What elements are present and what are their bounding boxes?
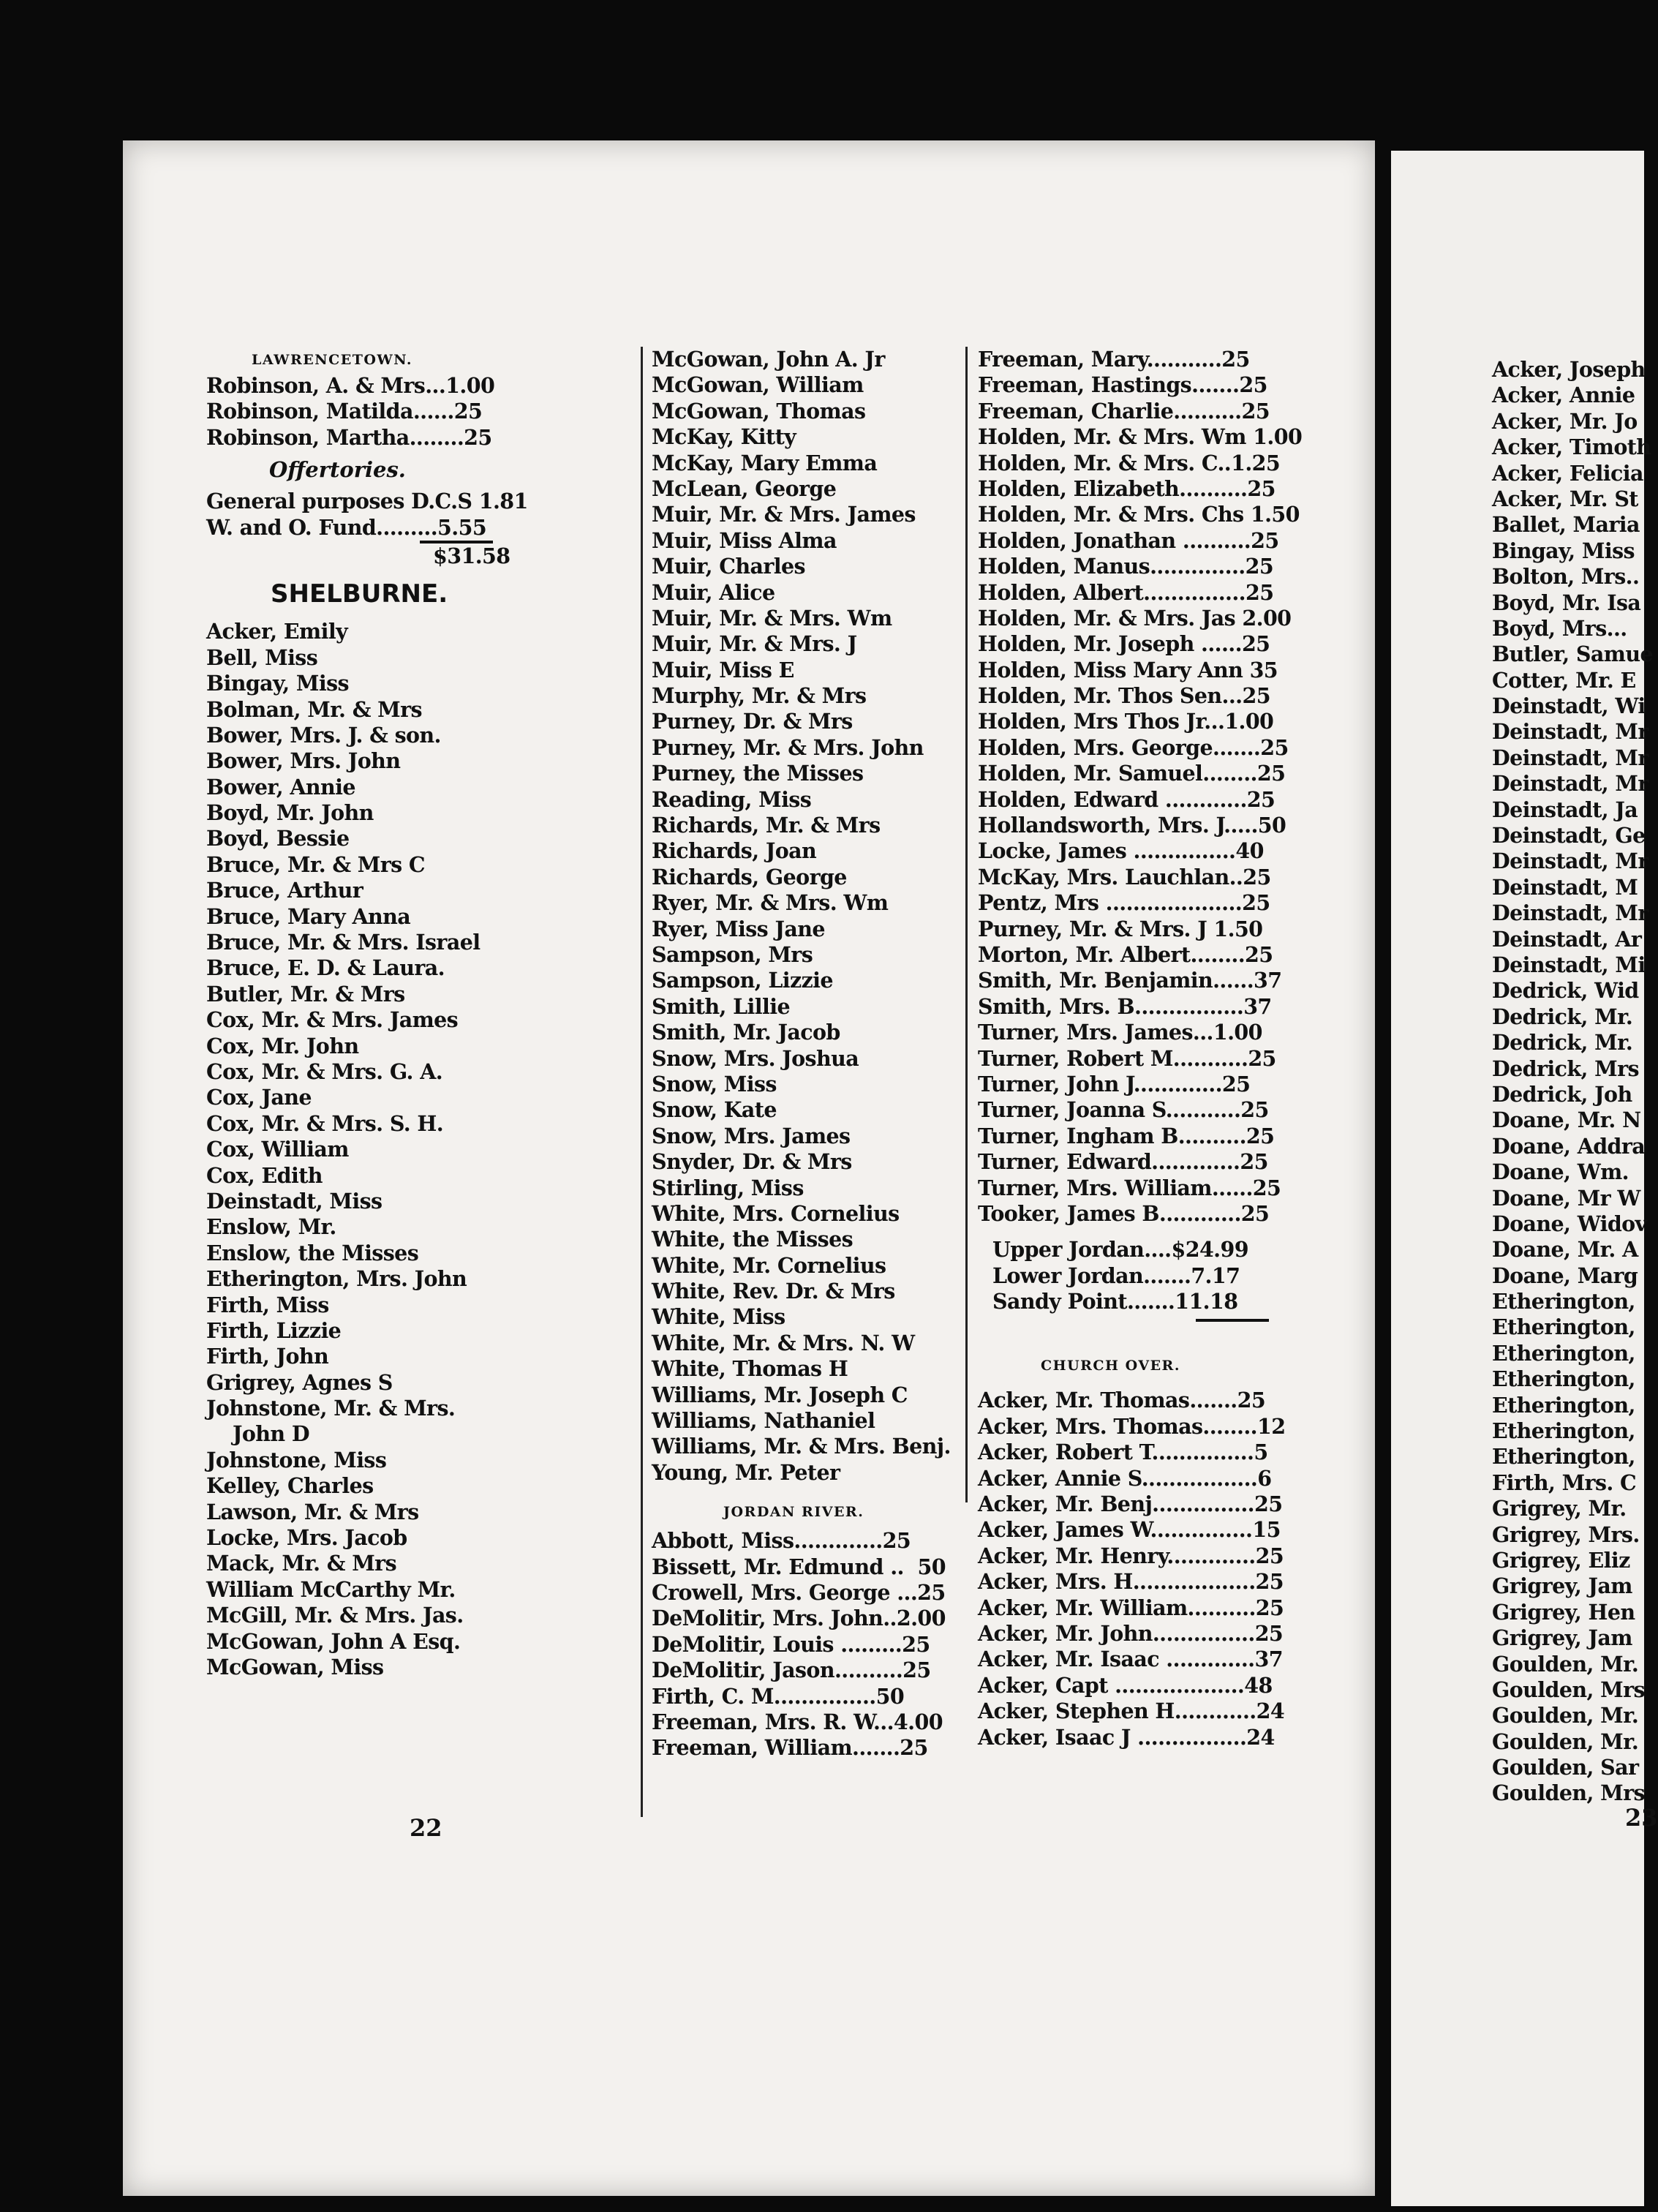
- list-item: White, Mr. & Mrs. N. W: [652, 1330, 915, 1355]
- list-item: W. and O. Fund.........5.55: [206, 514, 487, 540]
- list-item: Muir, Alice: [652, 579, 775, 605]
- list-item: Acker, Mr. Isaac .............37: [978, 1647, 1283, 1672]
- list-item: Goulden, Mr.: [1492, 1728, 1639, 1754]
- list-item: William McCarthy Mr.: [206, 1576, 456, 1602]
- list-item: Turner, Mrs. William......25: [978, 1175, 1281, 1200]
- list-item: Reading, Miss: [652, 786, 812, 812]
- subtotal-rule: [1196, 1319, 1269, 1322]
- list-item: Bower, Mrs. J. & son.: [206, 722, 441, 748]
- list-item: Stirling, Miss: [652, 1175, 804, 1200]
- list-item: McGowan, John A Esq.: [206, 1628, 461, 1654]
- list-item: Dedrick, Wid: [1492, 978, 1639, 1004]
- list-item: Acker, Stephen H............24: [978, 1698, 1285, 1724]
- list-item: Freeman, Hastings.......25: [978, 372, 1267, 398]
- list-item: Boyd, Mr. Isa: [1492, 590, 1641, 615]
- list-item: Dedrick, Mrs: [1492, 1056, 1639, 1081]
- list-item: Grigrey, Agnes S: [206, 1369, 393, 1395]
- list-item: Williams, Nathaniel: [652, 1408, 875, 1434]
- list-item: Etherington,: [1492, 1366, 1635, 1392]
- list-item: Holden, Jonathan ..........25: [978, 527, 1279, 553]
- list-item: Snyder, Dr. & Mrs: [652, 1149, 852, 1175]
- list-item: Ryer, Miss Jane: [652, 916, 825, 941]
- list-item: Doane, Marg: [1492, 1263, 1638, 1288]
- list-item: Deinstadt, M: [1492, 874, 1638, 900]
- list-item: Purney, the Misses: [652, 761, 864, 786]
- list-item: McLean, George: [652, 475, 837, 501]
- total-amount: $31.58: [433, 543, 510, 568]
- right-page-column: [1492, 357, 1653, 1807]
- list-item: General purposes D.C.S 1.81: [206, 489, 528, 514]
- list-item: Cox, Mr. & Mrs. S. H.: [206, 1110, 444, 1136]
- list-item: Acker, Joseph: [1492, 357, 1646, 382]
- list-item: Turner, Mrs. James...1.00: [978, 1020, 1262, 1045]
- list-item: Deinstadt, Ge: [1492, 823, 1646, 849]
- list-item: Acker, Mrs. H..................25: [978, 1569, 1284, 1595]
- list-item: Etherington,: [1492, 1289, 1635, 1314]
- list-item: Hollandsworth, Mrs. J.....50: [978, 813, 1286, 838]
- list-item: Etherington,: [1492, 1340, 1635, 1366]
- list-item: Cox, Mr. & Mrs. James: [206, 1007, 459, 1033]
- list-item: Smith, Lillie: [652, 993, 790, 1019]
- list-item: Holden, Elizabeth..........25: [978, 475, 1275, 501]
- list-item: Bingay, Miss: [206, 671, 349, 696]
- list-item: Bolton, Mrs..: [1492, 564, 1640, 590]
- list-item: Bissett, Mr. Edmund .. 50: [652, 1554, 946, 1579]
- list-item: Firth, John: [206, 1344, 329, 1369]
- list-item: Bell, Miss: [206, 644, 318, 670]
- list-item: Acker, Mrs. Thomas........12: [978, 1413, 1286, 1439]
- list-item: Crowell, Mrs. George ...25: [652, 1579, 946, 1605]
- list-item: Mack, Mr. & Mrs: [206, 1551, 397, 1576]
- list-item: Holden, Mr. & Mrs. Chs 1.50: [978, 502, 1300, 527]
- list-item: Holden, Mrs. George.......25: [978, 734, 1289, 760]
- list-item: Tooker, James B............25: [978, 1200, 1270, 1226]
- list-item: Etherington, Mrs. John: [206, 1266, 467, 1292]
- list-item: Dedrick, Mr.: [1492, 1030, 1633, 1056]
- list-item: Kelley, Charles: [206, 1473, 374, 1499]
- list-item: White, Mr. Cornelius: [652, 1252, 886, 1278]
- list-item: White, Rev. Dr. & Mrs: [652, 1279, 895, 1304]
- list-item: Bower, Mrs. John: [206, 748, 401, 774]
- list-item: Sampson, Lizzie: [652, 968, 833, 993]
- list-item: Acker, James W...............15: [978, 1517, 1281, 1543]
- list-item: Morton, Mr. Albert........25: [978, 941, 1273, 967]
- lawrencetown-list: [206, 373, 641, 451]
- list-item: Grigrey, Mr.: [1492, 1496, 1627, 1521]
- list-item: Snow, Kate: [652, 1097, 777, 1123]
- list-item: Locke, Mrs. Jacob: [206, 1525, 407, 1551]
- list-item: McKay, Mrs. Lauchlan..25: [978, 864, 1271, 889]
- list-item: Sampson, Mrs: [652, 941, 813, 967]
- list-item: Purney, Mr. & Mrs. John: [652, 734, 924, 760]
- list-item: Bruce, E. D. & Laura.: [206, 955, 445, 981]
- list-item: Deinstadt, Mr: [1492, 900, 1648, 926]
- list-item: Cotter, Mr. E: [1492, 667, 1636, 693]
- list-item: Freeman, Mrs. R. W...4.00: [652, 1709, 943, 1734]
- list-item: Doane, Mr. A: [1492, 1237, 1638, 1263]
- list-item: Etherington,: [1492, 1314, 1635, 1340]
- list-item: White, Mrs. Cornelius: [652, 1200, 900, 1226]
- offertories-list: [206, 489, 641, 541]
- list-item: Holden, Manus..............25: [978, 554, 1274, 579]
- list-item: DeMolitir, Mrs. John..2.00: [652, 1606, 946, 1631]
- list-item: Holden, Mrs Thos Jr...1.00: [978, 709, 1274, 734]
- list-item: Boyd, Bessie: [206, 826, 350, 851]
- list-item: Snow, Mrs. Joshua: [652, 1045, 859, 1071]
- list-item: Muir, Charles: [652, 554, 805, 579]
- list-item: Locke, James ...............40: [978, 838, 1264, 864]
- list-item: Muir, Mr. & Mrs. Wm: [652, 605, 892, 631]
- list-item: Smith, Mrs. B................37: [978, 993, 1272, 1019]
- list-item: Doane, Wm.: [1492, 1159, 1629, 1185]
- list-item: Holden, Edward ............25: [978, 786, 1275, 812]
- list-item: Freeman, Mary...........25: [978, 347, 1250, 372]
- list-item: Bruce, Mr. & Mrs C: [206, 851, 426, 877]
- list-item: Grigrey, Hen: [1492, 1599, 1635, 1625]
- list-item: Holden, Mr. & Mrs. Jas 2.00: [978, 605, 1292, 631]
- list-item: Deinstadt, Ja: [1492, 797, 1638, 822]
- list-item: Acker, Timoth: [1492, 434, 1651, 460]
- list-item: Grigrey, Jam: [1492, 1573, 1632, 1599]
- list-item: Acker, Mr. Benj...............25: [978, 1491, 1283, 1517]
- list-item: Johnstone, Mr. & Mrs.: [206, 1396, 456, 1421]
- shelburne-list-continued: [206, 1448, 641, 1681]
- page-number-right: 23: [1625, 1804, 1658, 1832]
- list-item: Richards, Joan: [652, 838, 817, 864]
- list-item: Holden, Miss Mary Ann 35: [978, 657, 1278, 682]
- list-item: Robinson, Martha........25: [206, 424, 492, 450]
- list-item: Cox, Mr. & Mrs. G. A.: [206, 1058, 443, 1084]
- list-item: Richards, Mr. & Mrs: [652, 813, 881, 838]
- list-item: Deinstadt, Miss: [206, 1188, 383, 1214]
- list-item: Etherington,: [1492, 1444, 1635, 1470]
- list-item: McGill, Mr. & Mrs. Jas.: [206, 1603, 464, 1628]
- list-item: Acker, Robert T...............5: [978, 1440, 1268, 1465]
- list-item: DeMolitir, Jason..........25: [652, 1658, 931, 1683]
- list-item: Acker, Mr. William..........25: [978, 1595, 1284, 1620]
- list-item: Purney, Mr. & Mrs. J 1.50: [978, 916, 1263, 941]
- list-item: Ryer, Mr. & Mrs. Wm: [652, 890, 889, 916]
- list-item: Lawson, Mr. & Mrs: [206, 1499, 419, 1524]
- list-item: Turner, John J.............25: [978, 1071, 1251, 1096]
- list-item: Acker, Mr. Jo: [1492, 408, 1638, 434]
- list-item: Goulden, Mr.: [1492, 1703, 1639, 1728]
- shelburne-heading: SHELBURNE.: [271, 579, 448, 609]
- jordan-river-heading: JORDAN RIVER.: [723, 1504, 864, 1521]
- list-item: John D: [233, 1421, 309, 1447]
- list-item: Bruce, Mr. & Mrs. Israel: [206, 930, 481, 955]
- list-item: Young, Mr. Peter: [652, 1459, 840, 1485]
- list-item: Enslow, the Misses: [206, 1240, 419, 1265]
- list-item: Dedrick, Mr.: [1492, 1004, 1633, 1029]
- list-item: Snow, Miss: [652, 1071, 777, 1096]
- list-item: Firth, C. M...............50: [652, 1683, 905, 1709]
- list-item: Snow, Mrs. James: [652, 1123, 851, 1148]
- list-item: Turner, Joanna S...........25: [978, 1097, 1269, 1123]
- church-over-heading: CHURCH OVER.: [1041, 1358, 1180, 1374]
- list-item: Goulden, Mrs: [1492, 1677, 1645, 1702]
- list-item: Goulden, Mr.: [1492, 1651, 1639, 1677]
- list-item: Turner, Robert M...........25: [978, 1045, 1276, 1071]
- list-item: Williams, Mr. Joseph C: [652, 1382, 908, 1407]
- list-item: Cox, Jane: [206, 1085, 312, 1110]
- list-item: Bingay, Miss: [1492, 538, 1635, 563]
- list-item: Purney, Dr. & Mrs: [652, 709, 853, 734]
- list-item: Holden, Mr. & Mrs. C..1.25: [978, 450, 1281, 475]
- list-item: McGowan, Miss: [206, 1654, 384, 1679]
- list-item: Etherington,: [1492, 1418, 1635, 1444]
- list-item: Boyd, Mr. John: [206, 800, 374, 826]
- list-item: Bruce, Mary Anna: [206, 903, 411, 929]
- list-item: Bruce, Arthur: [206, 878, 363, 903]
- list-item: Richards, George: [652, 864, 847, 889]
- list-item: Firth, Mrs. C: [1492, 1470, 1637, 1495]
- offertories-heading: Offertories.: [269, 457, 406, 483]
- list-item: Turner, Edward.............25: [978, 1149, 1268, 1175]
- list-item: McGowan, Thomas: [652, 398, 866, 424]
- lawrencetown-heading: LAWRENCETOWN.: [252, 352, 413, 368]
- subtotal-list: [968, 1237, 1286, 1314]
- list-item: Acker, Isaac J ................24: [978, 1724, 1275, 1750]
- list-item: McGowan, John A. Jr: [652, 347, 885, 372]
- list-item: Turner, Ingham B..........25: [978, 1123, 1275, 1148]
- list-item: Murphy, Mr. & Mrs: [652, 683, 867, 709]
- list-item: McKay, Mary Emma: [652, 450, 878, 475]
- list-item: White, Thomas H: [652, 1356, 848, 1382]
- list-item: Freeman, William.......25: [652, 1735, 928, 1761]
- list-item: Deinstadt, Mr: [1492, 745, 1648, 770]
- list-item: Pentz, Mrs ....................25: [978, 890, 1270, 916]
- shelburne-list: [206, 619, 641, 1421]
- column-1: [206, 347, 641, 1680]
- list-item: Ballet, Maria: [1492, 512, 1640, 538]
- right-page-list: [1492, 357, 1653, 1807]
- list-item: DeMolitir, Louis .........25: [652, 1631, 930, 1657]
- list-item: Acker, Mr. Henry.............25: [978, 1543, 1284, 1568]
- jordan-river-list-col3: [968, 347, 1303, 1227]
- list-item: Grigrey, Jam: [1492, 1625, 1632, 1651]
- list-item: Holden, Mr. Joseph ......25: [978, 631, 1270, 657]
- list-item: Deinstadt, Ar: [1492, 926, 1642, 952]
- page-number-left: 22: [410, 1814, 442, 1842]
- list-item: Holden, Mr. Thos Sen...25: [978, 683, 1270, 709]
- column-3: [965, 347, 1303, 1750]
- list-item: McKay, Kitty: [652, 424, 796, 450]
- list-item: Enslow, Mr.: [206, 1214, 336, 1240]
- church-over-list: [968, 1388, 1286, 1750]
- list-item: Acker, Mr. St: [1492, 486, 1638, 511]
- list-item: Doane, Mr W: [1492, 1185, 1640, 1211]
- list-item: Doane, Addra: [1492, 1133, 1646, 1159]
- list-item: Smith, Mr. Jacob: [652, 1020, 840, 1045]
- list-item: Holden, Albert...............25: [978, 579, 1274, 605]
- list-item: Holden, Mr. & Mrs. Wm 1.00: [978, 424, 1303, 450]
- list-item: Abbott, Miss.............25: [652, 1528, 911, 1554]
- list-item: Acker, Annie S.................6: [978, 1465, 1272, 1491]
- list-item: Cox, Mr. John: [206, 1033, 359, 1058]
- list-item: White, Miss: [652, 1304, 785, 1330]
- list-item: Bolman, Mr. & Mrs: [206, 696, 422, 722]
- list-item: Grigrey, Eliz: [1492, 1547, 1630, 1573]
- column-2: [641, 347, 954, 1817]
- list-item: Goulden, Mrs: [1492, 1780, 1645, 1806]
- list-item: Muir, Miss E: [652, 657, 794, 682]
- list-item: Etherington,: [1492, 1392, 1635, 1418]
- list-item: Johnstone, Miss: [206, 1447, 387, 1472]
- list-item: Freeman, Charlie..........25: [978, 398, 1270, 424]
- list-item: Deinstadt, Mr: [1492, 719, 1648, 745]
- list-item: Acker, Emily: [206, 619, 348, 644]
- list-item: Cox, Edith: [206, 1162, 323, 1188]
- list-item: Acker, Capt ...................48: [978, 1672, 1273, 1698]
- list-item: Upper Jordan....$24.99: [992, 1237, 1248, 1263]
- list-item: Deinstadt, Mr: [1492, 849, 1648, 874]
- list-item: Muir, Mr. & Mrs. J: [652, 631, 857, 657]
- list-item: Cox, William: [206, 1137, 349, 1162]
- list-item: Williams, Mr. & Mrs. Benj.: [652, 1434, 951, 1459]
- list-item: Robinson, Matilda......25: [206, 399, 483, 424]
- list-item: Dedrick, Joh: [1492, 1081, 1632, 1107]
- list-item: Acker, Annie: [1492, 383, 1635, 408]
- list-item: Goulden, Sar: [1492, 1755, 1639, 1780]
- list-item: Doane, Mr. N: [1492, 1107, 1641, 1133]
- list-item: Grigrey, Mrs.: [1492, 1521, 1640, 1547]
- list-item: White, the Misses: [652, 1227, 854, 1252]
- list-item: Butler, Samue: [1492, 642, 1653, 667]
- list-item: Lower Jordan.......7.17: [992, 1263, 1240, 1288]
- list-item: Butler, Mr. & Mrs: [206, 981, 405, 1007]
- list-item: Holden, Mr. Samuel........25: [978, 761, 1286, 786]
- list-item: Acker, Felicia: [1492, 460, 1643, 486]
- list-item: Muir, Mr. & Mrs. James: [652, 502, 916, 527]
- list-item: Bower, Annie: [206, 774, 355, 800]
- list-item: Robinson, A. & Mrs...1.00: [206, 373, 495, 398]
- list-item: Deinstadt, Mr: [1492, 771, 1648, 797]
- list-item: Smith, Mr. Benjamin......37: [978, 968, 1282, 993]
- jordan-river-list: [643, 1528, 954, 1761]
- list-item: Acker, Mr. Thomas.......25: [978, 1388, 1266, 1413]
- list-item: Deinstadt, Wi: [1492, 693, 1646, 719]
- list-item: Sandy Point.......11.18: [992, 1289, 1238, 1314]
- list-item: Firth, Lizzie: [206, 1317, 342, 1343]
- list-item: Acker, Mr. John...............25: [978, 1620, 1284, 1646]
- list-item: Deinstadt, Mi: [1492, 952, 1646, 977]
- list-item: Firth, Miss: [206, 1292, 329, 1317]
- list-item: Boyd, Mrs...: [1492, 615, 1627, 641]
- list-item: Doane, Widov: [1492, 1211, 1647, 1236]
- list-item: Muir, Miss Alma: [652, 527, 837, 553]
- list-item: McGowan, William: [652, 372, 864, 398]
- shelburne-list-col2: [643, 347, 954, 1486]
